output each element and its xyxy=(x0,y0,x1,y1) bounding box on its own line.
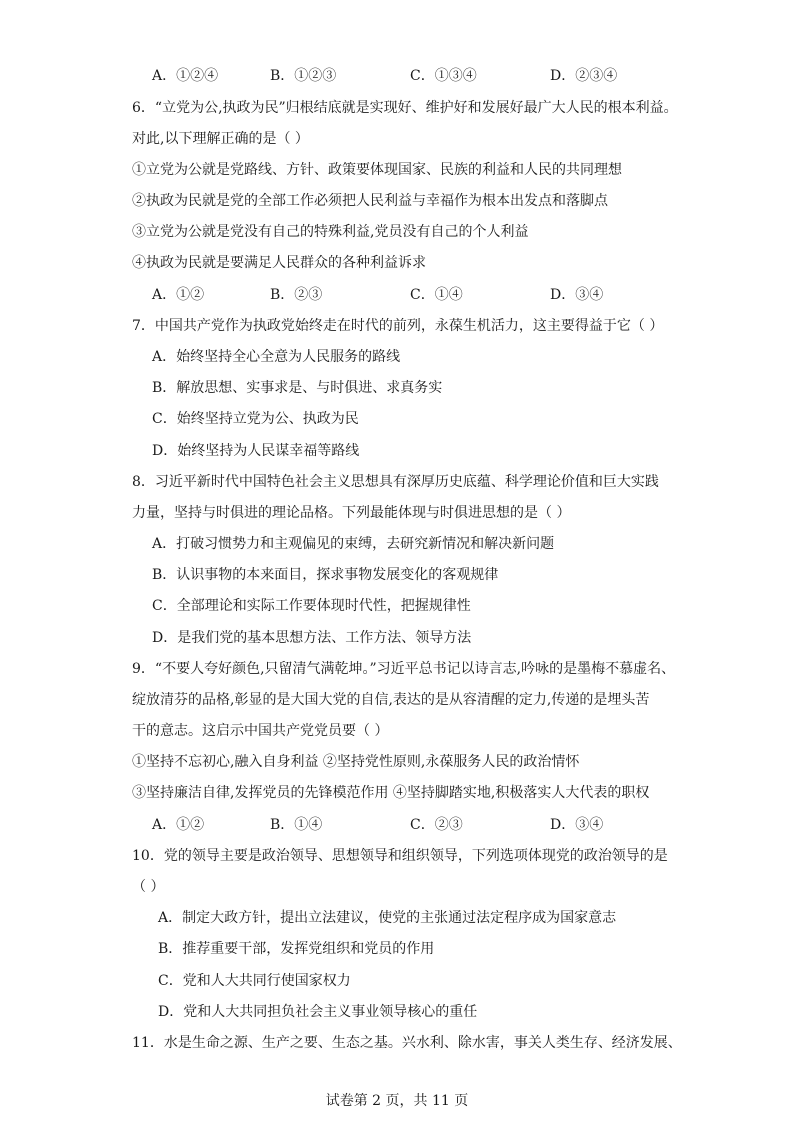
q7-choice-b[interactable]: B．解放思想、实事求是、与时俱进、求真务实 xyxy=(152,380,443,396)
page-footer: 试卷第 2 页，共 11 页 xyxy=(325,1093,469,1109)
q6-option-d[interactable]: D．③④ xyxy=(550,287,604,303)
q9-stem-line-1: 9．“不要人夸好颜色,只留清气满乾坤。”习近平总书记以诗言志,吟咏的是墨梅不慕虚名、 xyxy=(132,661,676,677)
q6-stem-line-2: 对此,以下理解正确的是（ ） xyxy=(132,131,309,147)
q7-choice-c[interactable]: C．始终坚持立党为公、执政为民 xyxy=(152,411,359,427)
q5-option-d[interactable]: D．②③④ xyxy=(550,68,618,84)
q9-items-line-2: ③坚持廉洁自律,发挥党员的先锋模范作用 ④坚持脚踏实地,积极落实人大代表的职权 xyxy=(132,785,650,801)
q6-item-2: ②执政为民就是党的全部工作必须把人民利益与幸福作为根本出发点和落脚点 xyxy=(132,193,608,209)
q6-item-1: ①立党为公就是党路线、方针、政策要体现国家、民族的利益和人民的共同理想 xyxy=(132,162,622,178)
q6-stem-line-1: 6．“立党为公,执政为民”归根结底就是实现好、维护好和发展好最广大人民的根本利益。 xyxy=(132,100,678,116)
q6-option-b[interactable]: B．②③ xyxy=(270,287,323,303)
q8-stem-line-2: 力量，坚持与时俱进的理论品格。下列最能体现与时俱进思想的是（ ） xyxy=(132,505,571,521)
q10-choice-a[interactable]: A．制定大政方针，提出立法建议，使党的主张通过法定程序成为国家意志 xyxy=(158,910,617,926)
q7-stem-line-1: 7．中国共产党作为执政党始终走在时代的前列，永葆生机活力，这主要得益于它（ ） xyxy=(132,318,664,334)
q6-option-c[interactable]: C．①④ xyxy=(410,287,463,303)
q10-choice-c[interactable]: C．党和人大共同行使国家权力 xyxy=(158,973,351,989)
q10-stem-line-1: 10．党的领导主要是政治领导、思想领导和组织领导，下列选项体现党的政治领导的是 xyxy=(132,848,668,864)
q6-option-a[interactable]: A．①② xyxy=(152,287,205,303)
q8-choice-c[interactable]: C．全部理论和实际工作要体现时代性，把握规律性 xyxy=(152,598,471,614)
q7-choice-a[interactable]: A．始终坚持全心全意为人民服务的路线 xyxy=(152,349,401,365)
q11-stem-line-1: 11．水是生命之源、生产之要、生态之基。兴水利、除水害，事关人类生存、经济发展、 xyxy=(132,1035,682,1051)
q6-item-4: ④执政为民就是要满足人民群众的各种利益诉求 xyxy=(132,255,426,271)
q9-items-line-1: ①坚持不忘初心,融入自身利益 ②坚持党性原则,永葆服务人民的政治情怀 xyxy=(132,754,580,770)
q9-stem-line-2: 绽放清芬的品格,彰显的是大国大党的自信,表达的是从容清醒的定力,传递的是埋头苦 xyxy=(132,692,650,708)
q9-option-c[interactable]: C．②③ xyxy=(410,817,463,833)
q8-choice-a[interactable]: A．打破习惯势力和主观偏见的束缚，去研究新情况和解决新问题 xyxy=(152,536,555,552)
q6-item-3: ③立党为公就是党没有自己的特殊利益,党员没有自己的个人利益 xyxy=(132,224,529,240)
q8-choice-b[interactable]: B．认识事物的本来面目，探求事物发展变化的客观规律 xyxy=(152,567,499,583)
q5-option-c[interactable]: C．①③④ xyxy=(410,68,477,84)
q8-choice-d[interactable]: D．是我们党的基本思想方法、工作方法、领导方法 xyxy=(152,630,472,646)
q9-stem-line-3: 干的意志。这启示中国共产党党员要（ ） xyxy=(132,723,389,739)
q9-option-a[interactable]: A．①② xyxy=(152,817,205,833)
q5-option-a[interactable]: A．①②④ xyxy=(152,68,219,84)
q8-stem-line-1: 8．习近平新时代中国特色社会主义思想具有深厚历史底蕴、科学理论价值和巨大实践 xyxy=(132,474,659,490)
q10-choice-b[interactable]: B．推荐重要干部，发挥党组织和党员的作用 xyxy=(158,941,435,957)
q10-stem-line-2: （ ） xyxy=(132,879,165,895)
q10-choice-d[interactable]: D．党和人大共同担负社会主义事业领导核心的重任 xyxy=(158,1004,478,1020)
q9-option-b[interactable]: B．①④ xyxy=(270,817,323,833)
q7-choice-d[interactable]: D．始终坚持为人民谋幸福等路线 xyxy=(152,443,360,459)
q9-option-d[interactable]: D．③④ xyxy=(550,817,604,833)
q5-option-b[interactable]: B．①②③ xyxy=(270,68,337,84)
